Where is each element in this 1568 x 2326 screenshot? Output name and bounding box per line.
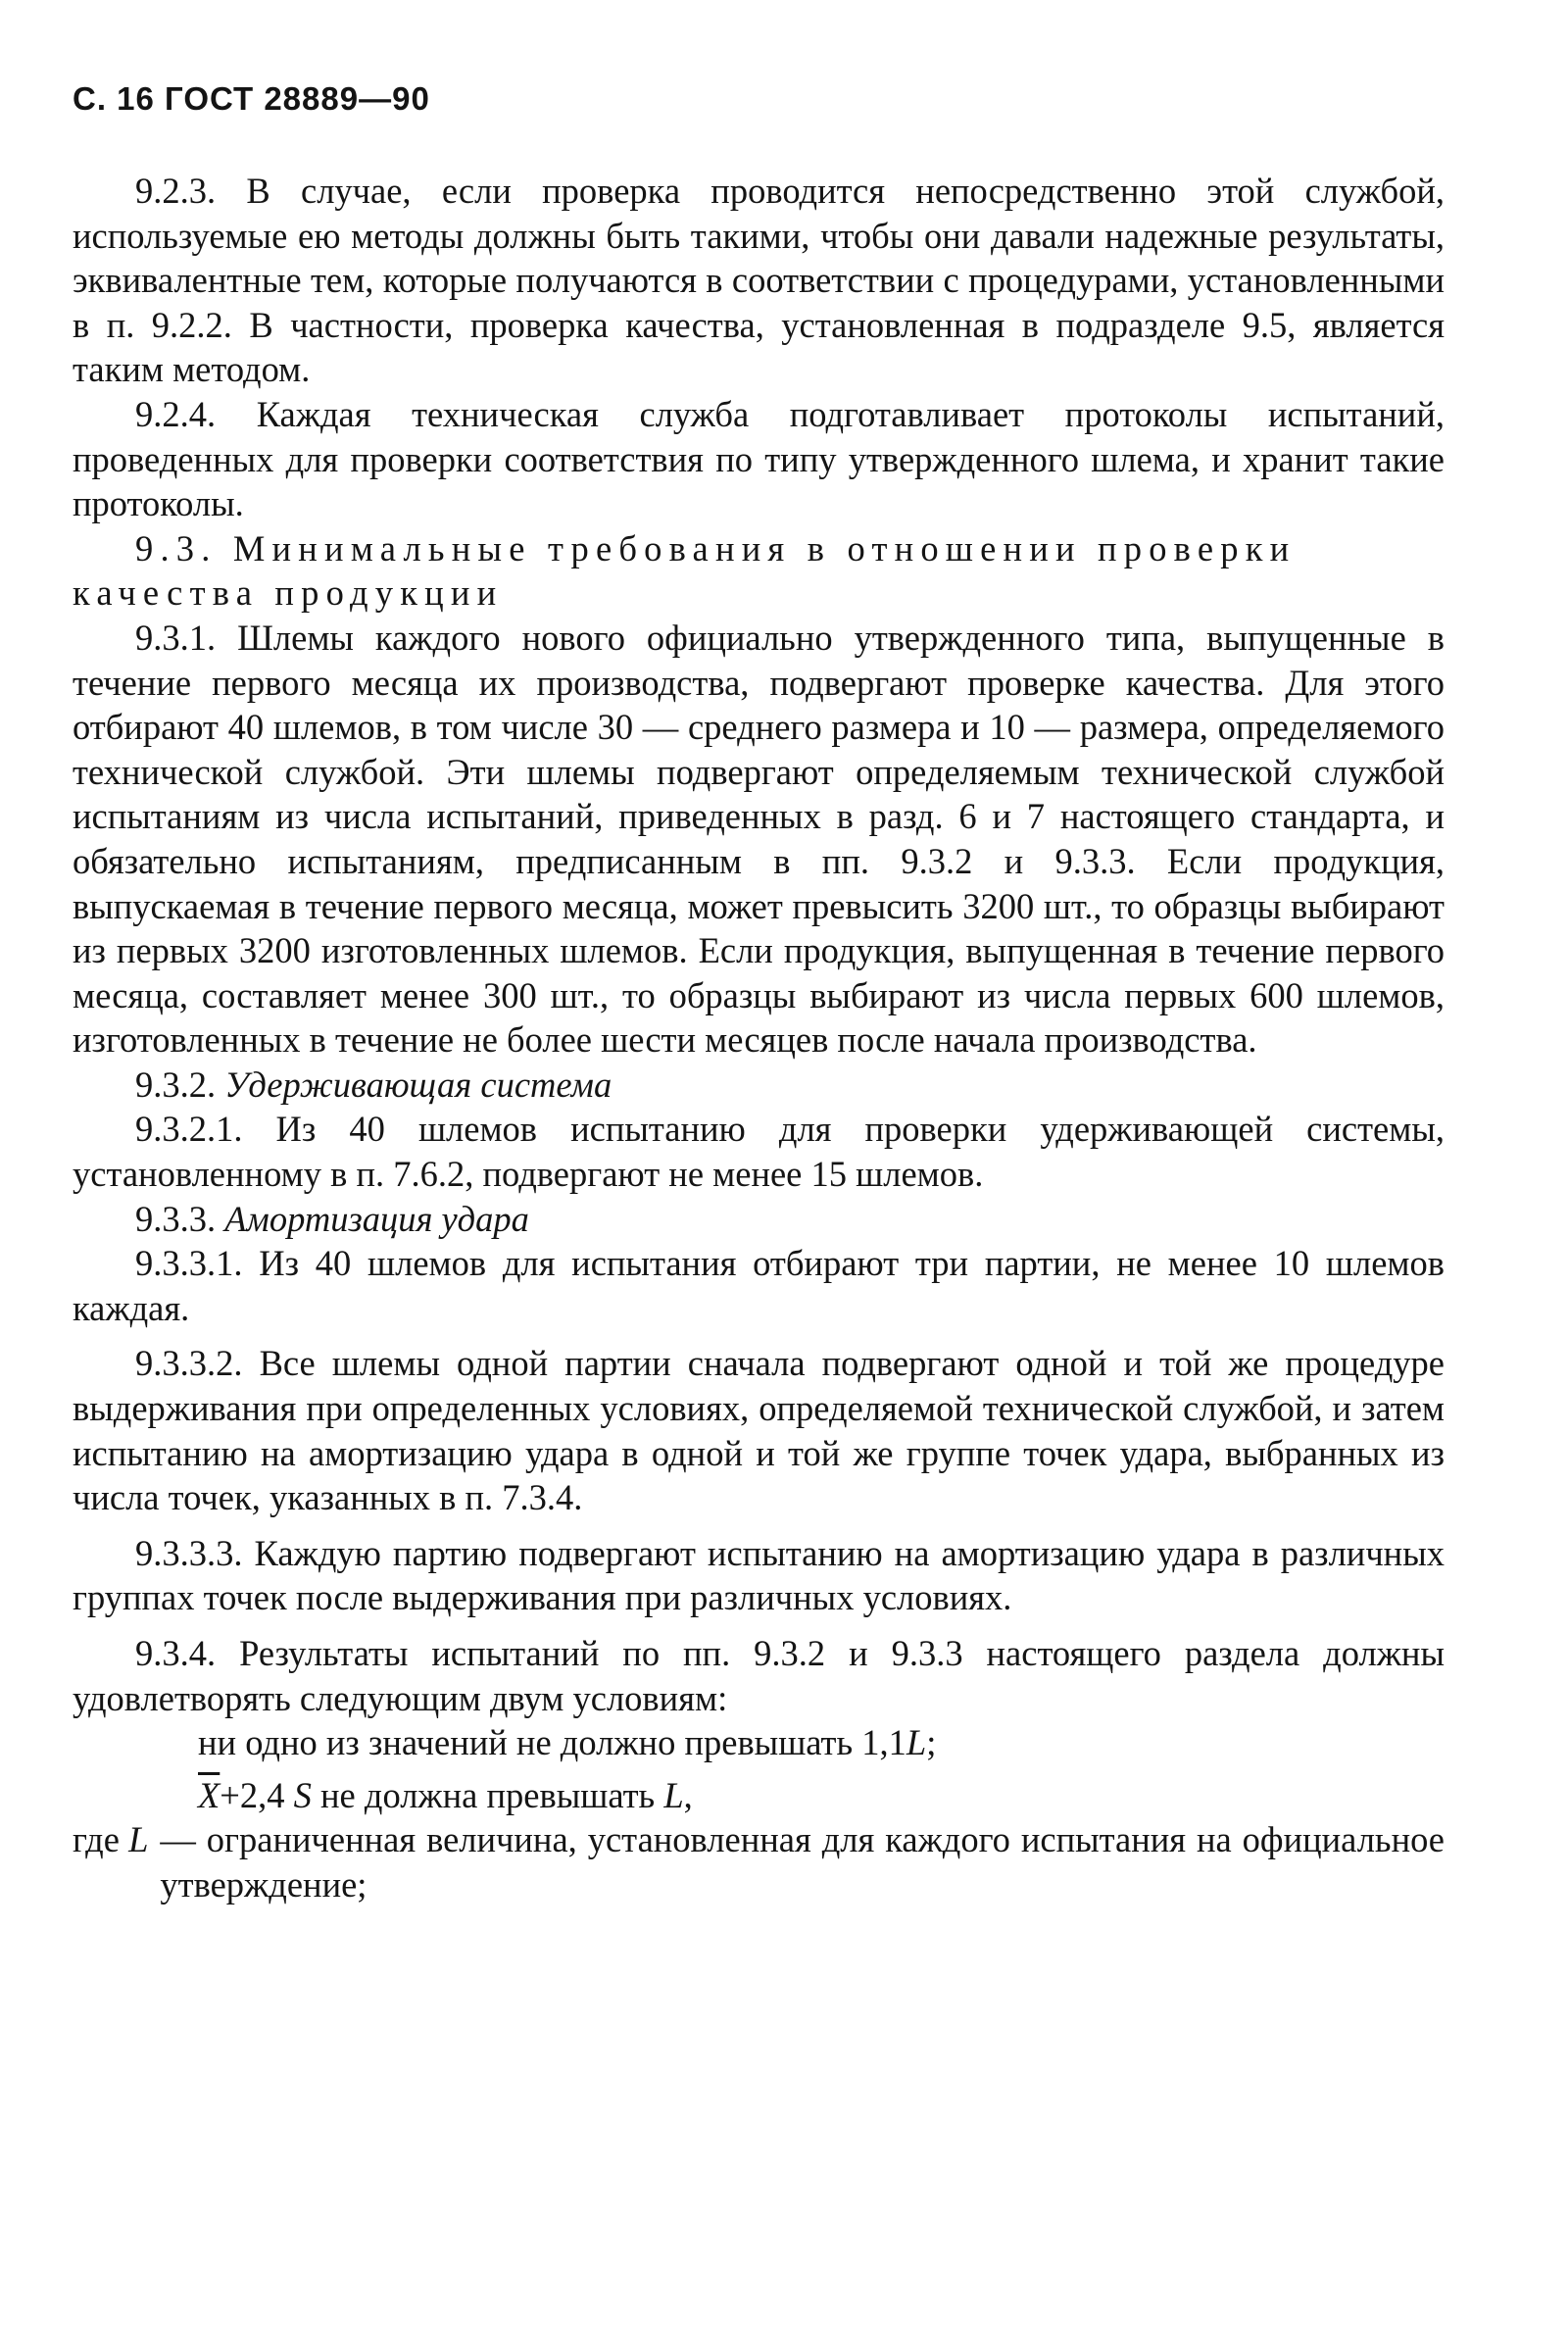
variable-x-bar: $\overline{X}$: [198, 1774, 220, 1815]
subsection-title: Амортизация удара: [224, 1198, 529, 1239]
subsection-heading-9-3-2: [73, 1063, 1445, 1108]
condition-end: ,: [683, 1774, 693, 1815]
variable-l: L: [663, 1774, 684, 1815]
condition-text: ни одно из значений не должно превышать 1,1: [198, 1722, 906, 1763]
variable-s: S: [293, 1774, 312, 1815]
condition-1: [73, 1720, 1445, 1765]
section-heading-9-3: 9.3. Минимальные требования в отношении проверки качества продукции: [73, 527, 1297, 614]
variable-l: L: [906, 1722, 927, 1763]
paragraph-9-2-3: 9.2.3. В случае, если проверка проводится непосредственно этой службой, используемые ею методы должны быть такими, чтобы они давали надежные результаты, эквивалентные тем, которые получаются в соответствии с процедурами, установленными в п. 9.2.2. В частности, проверка качества, установленная в подразделе 9.5, является таким методом.: [73, 171, 1445, 390]
subsection-number: 9.3.2.: [135, 1064, 217, 1105]
where-word: где: [73, 1819, 120, 1860]
paragraph-9-2-4: 9.2.4. Каждая техническая служба подготавливает протоколы испытаний, проведенных для проверки соответствия по типу утвержденного шлема, и хранит такие протоколы.: [73, 393, 1445, 524]
condition-end: ;: [926, 1722, 937, 1763]
paragraph-9-3-3-1: 9.3.3.1. Из 40 шлемов для испытания отбирают три партии, не менее 10 шлемов каждая.: [73, 1243, 1445, 1328]
document-body: [73, 169, 1445, 1907]
subsection-heading-9-3-3: [73, 1197, 1445, 1242]
paragraph-9-3-2-1: 9.3.2.1. Из 40 шлемов испытанию для проверки удерживающей системы, установленному в п. 7.6.2, подвергают не менее 15 шлемов.: [73, 1109, 1445, 1195]
where-explanation: — ограниченная величина, установленная для каждого испытания на официальное утверждение;: [160, 1819, 1445, 1905]
paragraph-9-3-4: 9.3.4. Результаты испытаний по пп. 9.3.2 и 9.3.3 настоящего раздела должны удовлетворять следующим двум условиям:: [73, 1633, 1445, 1718]
condition-2: [73, 1773, 1445, 1818]
paragraph-9-3-1: 9.3.1. Шлемы каждого нового официально утвержденного типа, выпущенные в течение первого месяца их производства, подвергают проверке качества. Для этого отбирают 40 шлемов, в том числе 30 — среднего размера и 10 — размера, определяемого технической службой. Эти шлемы подвергают определяемым технической службой испытаниям из числа испытаний, приведенных в разд. 6 и 7 настоящего стандарта, и обязательно испытаниям, предписанным в пп. 9.3.2 и 9.3.3. Если продукция, выпускаемая в течение первого месяца, может превысить 3200 шт., то образцы выбирают из первых 3200 изготовленных шлемов. Если продукция, выпущенная в течение первого месяца, составляет менее 300 шт., то образцы выбирают из числа первых 600 шлемов, изготовленных в течение не более шести месяцев после начала производства.: [73, 617, 1445, 1061]
condition-mid: +2,4: [220, 1774, 294, 1815]
subsection-title: Удерживающая система: [224, 1064, 612, 1105]
subsection-number: 9.3.3.: [135, 1198, 217, 1239]
condition-text: не должна превышать: [311, 1774, 664, 1815]
document-page: [73, 0, 1445, 2326]
variable-l: L: [128, 1819, 149, 1860]
paragraph-9-3-3-2: 9.3.3.2. Все шлемы одной партии сначала подвергают одной и той же процедуре выдерживания при определенных условиях, определяемой технической службой, и затем испытанию на амортизацию удара в одной и той же группе точек удара, выбранных из числа точек, указанных в п. 7.3.4.: [73, 1343, 1445, 1518]
where-definition: [73, 1817, 1445, 1906]
page-header: С. 16 ГОСТ 28889—90: [73, 80, 430, 117]
paragraph-9-3-3-3: 9.3.3.3. Каждую партию подвергают испытанию на амортизацию удара в различных группах точек после выдерживания при различных условиях.: [73, 1532, 1445, 1618]
where-lead: [73, 1817, 160, 1862]
